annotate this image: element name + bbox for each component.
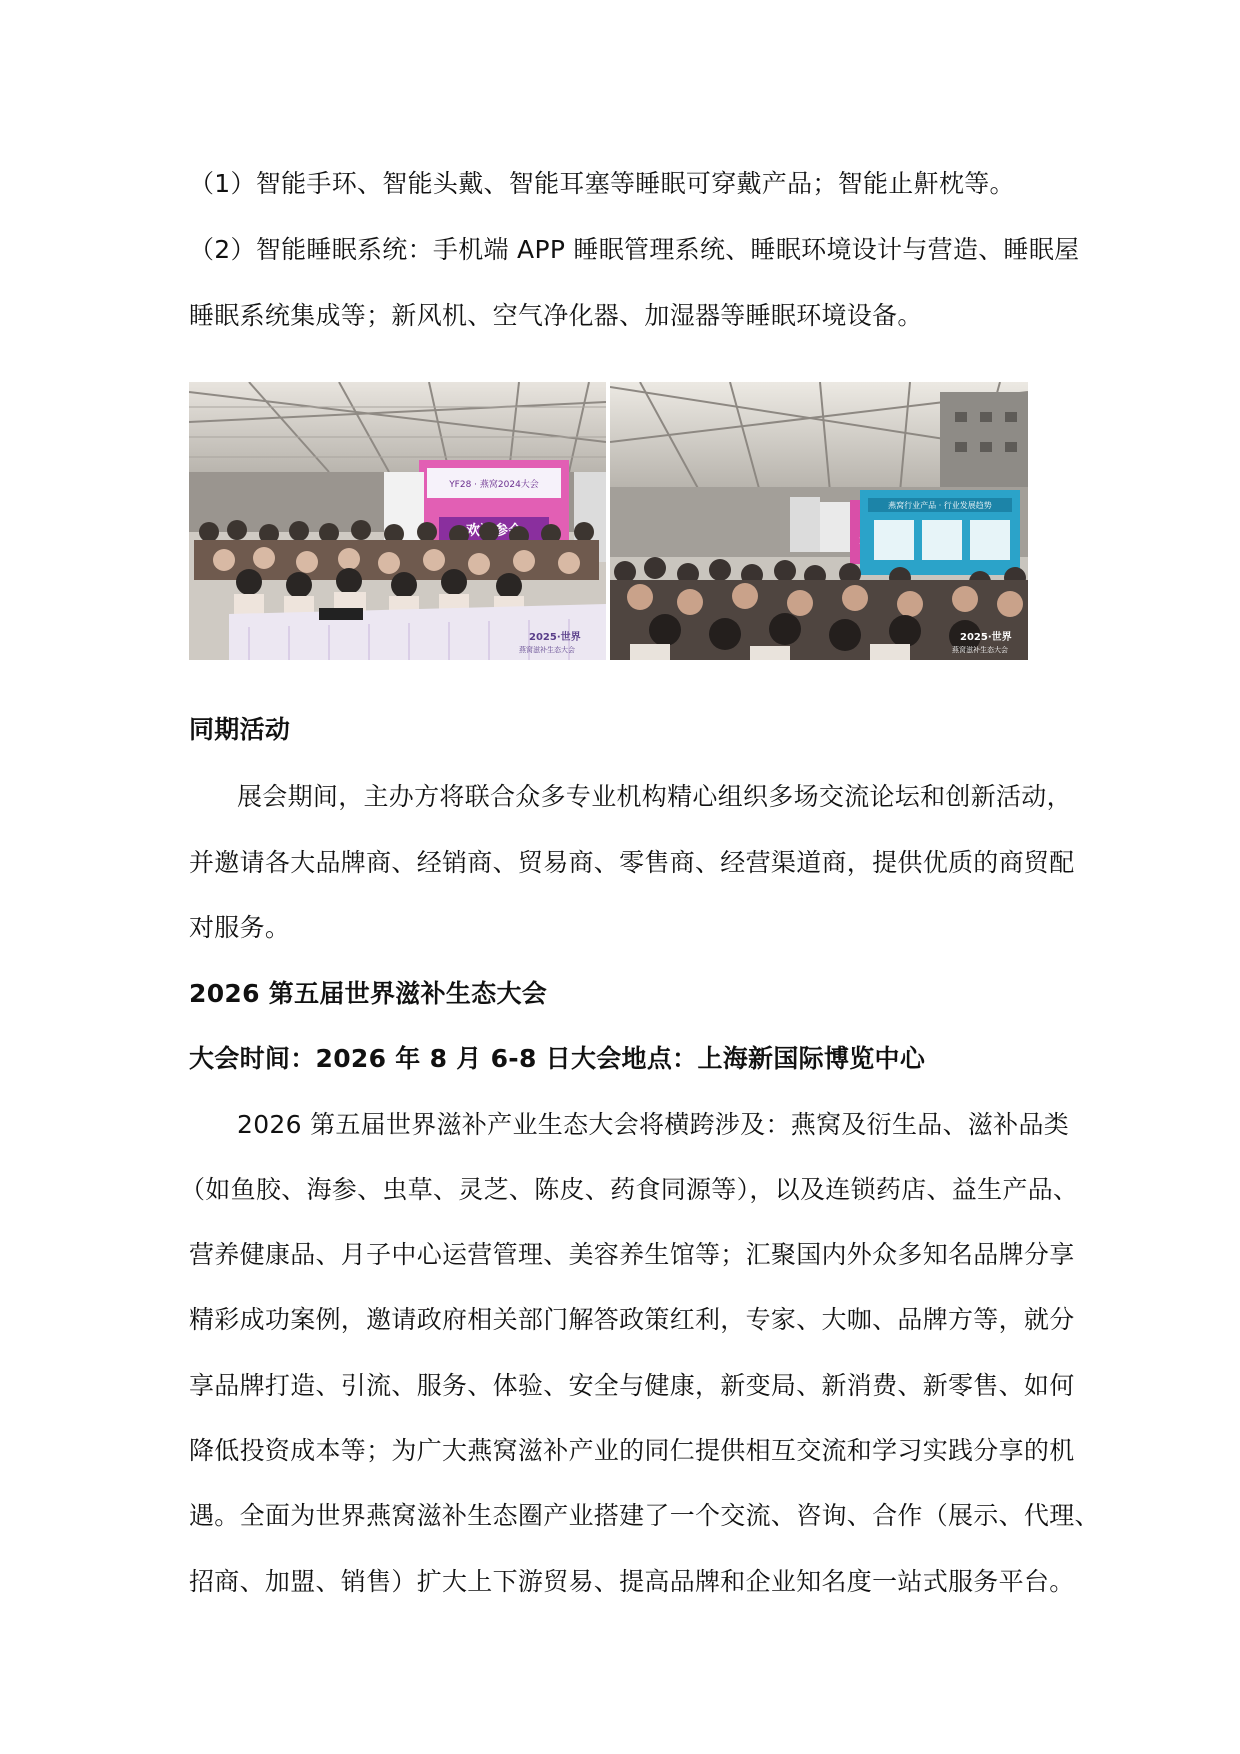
congress-paragraph-line-8: 招商、加盟、销售）扩大上下游贸易、提高品牌和企业知名度一站式服务平台。 (189, 1567, 1075, 1596)
photo2-corner-sub: 燕窝滋补生态大会 (952, 646, 1008, 654)
photo-speaker-presentation (610, 382, 1028, 660)
activities-paragraph-line-3: 对服务。 (189, 913, 291, 942)
congress-paragraph-line-2: （如鱼胶、海参、虫草、灵芝、陈皮、药食同源等），以及连锁药店、益生产品、 (180, 1175, 1079, 1204)
congress-paragraph-line-1: 2026 第五届世界滋补产业生态大会将横跨涉及：燕窝及衍生品、滋补品类 (237, 1110, 1070, 1139)
photo1-corner-label: 2025·世界 (529, 632, 581, 643)
photo-seminar-audience (189, 382, 606, 660)
congress-time-location: 大会时间：2026 年 8 月 6-8 日大会地点：上海新国际博览中心 (189, 1044, 926, 1073)
section-heading-activities: 同期活动 (189, 715, 291, 744)
photo2-corner-label: 2025·世界 (960, 632, 1012, 643)
congress-paragraph-line-7: 遇。全面为世界燕窝滋补生态圈产业搭建了一个交流、咨询、合作（展示、代理、 (189, 1501, 1100, 1530)
congress-paragraph-line-5: 享品牌打造、引流、服务、体验、安全与健康，新变局、新消费、新零售、如何 (189, 1371, 1075, 1400)
list-item-sleep-system: （2）智能睡眠系统：手机端 APP 睡眠管理系统、睡眠环境设计与营造、睡眠屋 (189, 235, 1080, 264)
list-item-wearables: （1）智能手环、智能头戴、智能耳塞等睡眠可穿戴产品；智能止鼾枕等。 (189, 169, 1015, 198)
section-heading-congress: 2026 第五届世界滋补生态大会 (189, 979, 548, 1008)
activities-paragraph-line-1: 展会期间，主办方将联合众多专业机构精心组织多场交流论坛和创新活动， (237, 782, 1072, 811)
congress-paragraph-line-3: 营养健康品、月子中心运营管理、美容养生馆等；汇聚国内外众多知名品牌分享 (189, 1240, 1075, 1269)
congress-paragraph-line-6: 降低投资成本等；为广大燕窝滋补产业的同仁提供相互交流和学习实践分享的机 (189, 1436, 1075, 1465)
photo2-screen-title: 燕窝行业产品 · 行业发展趋势 (888, 501, 992, 510)
congress-paragraph-line-4: 精彩成功案例，邀请政府相关部门解答政策红利，专家、大咖、品牌方等，就分 (189, 1305, 1075, 1334)
photo1-corner-sub: 燕窝滋补生态大会 (519, 646, 575, 654)
activities-paragraph-line-2: 并邀请各大品牌商、经销商、贸易商、零售商、经营渠道商，提供优质的商贸配 (189, 848, 1075, 877)
list-item-sleep-system-cont: 睡眠系统集成等；新风机、空气净化器、加湿器等睡眠环境设备。 (189, 301, 923, 330)
photo1-board-top: YF28 · 燕窝2024大会 (449, 480, 539, 490)
